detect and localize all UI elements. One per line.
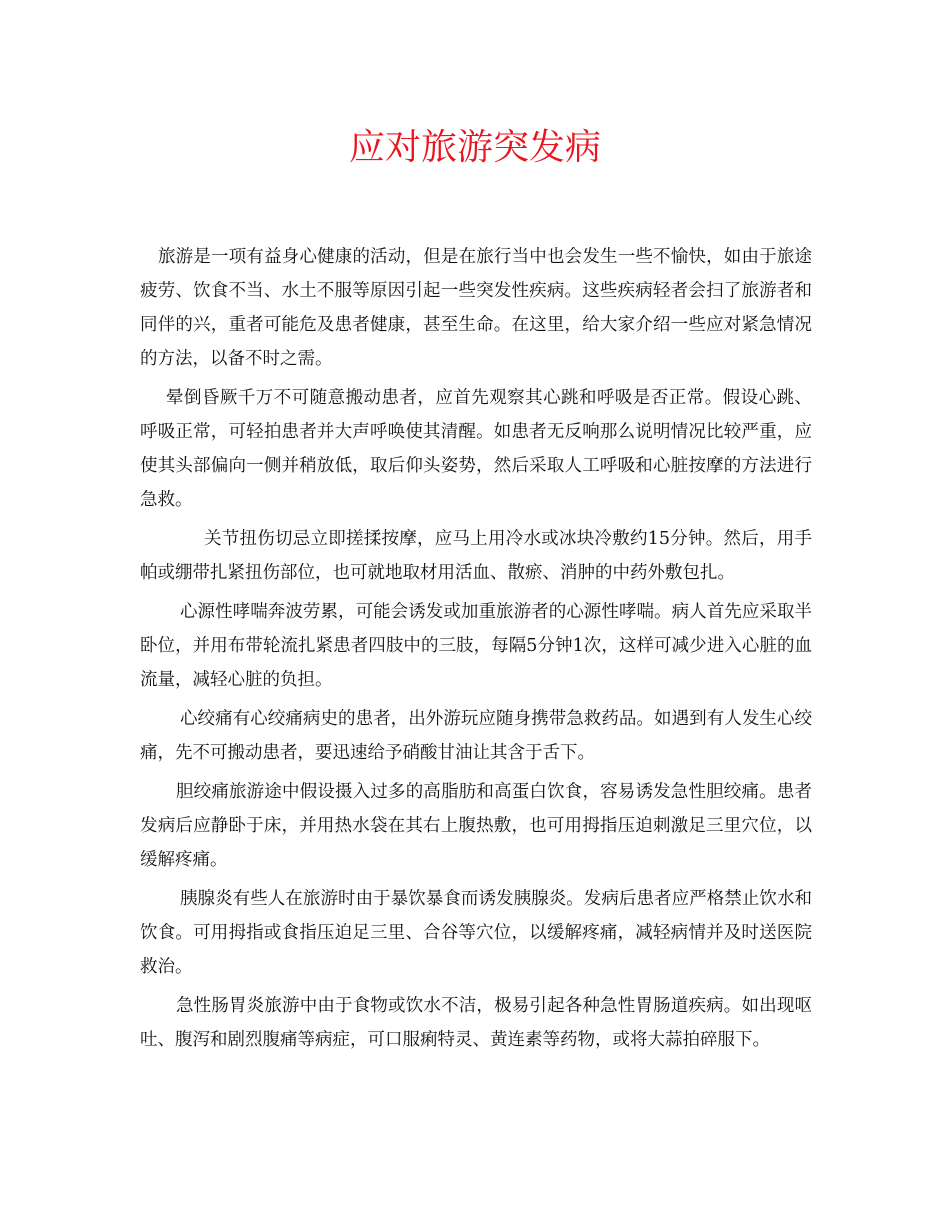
paragraph-biliary-colic: 胆绞痛旅游途中假设摄入过多的高脂肪和高蛋白饮食，容易诱发急性胆绞痛。患者发病后应静卧于床，并用热水袋在其右上腹热敷，也可用拇指压迫刺激足三里穴位，以缓解疼痛。 (140, 782, 812, 870)
paragraph-gastroenteritis: 急性肠胃炎旅游中由于食物或饮水不洁，极易引起各种急性胃肠道疾病。如出现呕吐、腹泻和剧烈腹痛等病症，可口服痢特灵、黄连素等药物，或将大蒜拍碎服下。 (140, 996, 812, 1050)
paragraph-fainting: 晕倒昏厥千万不可随意搬动患者，应首先观察其心跳和呼吸是否正常。假设心跳、呼吸正常，可轻拍患者并大声呼唤使其清醒。如患者无反响那么说明情况比较严重，应使其头部偏向一侧并稍放低，取后仰头姿势，然后采取人工呼吸和心脏按摩的方法进行急救。 (140, 388, 812, 510)
document-body (140, 240, 812, 1062)
paragraph-sprain: 关节扭伤切忌立即搓揉按摩，应马上用冷水或冰块冷敷约15分钟。然后，用手帕或绷带扎紧扭伤部位，也可就地取材用活血、散瘀、消肿的中药外敷包扎。 (140, 529, 812, 583)
paragraph-cardiac-asthma: 心源性哮喘奔波劳累，可能会诱发或加重旅游者的心源性哮喘。病人首先应采取半卧位，并用布带轮流扎紧患者四肢中的三肢，每隔5分钟1次，这样可减少进入心脏的血流量，减轻心脏的负担。 (140, 602, 812, 690)
paragraph-intro: 旅游是一项有益身心健康的活动，但是在旅行当中也会发生一些不愉快，如由于旅途疲劳、饮食不当、水土不服等原因引起一些突发性疾病。这些疾病轻者会扫了旅游者和同伴的兴，重者可能危及患者健康，甚至生命。在这里，给大家介绍一些应对紧急情况的方法，以备不时之需。 (140, 247, 812, 369)
paragraph-angina: 心绞痛有心绞痛病史的患者，出外游玩应随身携带急救药品。如遇到有人发生心绞痛，先不可搬动患者，要迅速给予硝酸甘油让其含于舌下。 (140, 709, 812, 763)
document-title: 应对旅游突发病 (348, 127, 601, 168)
paragraph-pancreatitis: 胰腺炎有些人在旅游时由于暴饮暴食而诱发胰腺炎。发病后患者应严格禁止饮水和饮食。可用拇指或食指压迫足三里、合谷等穴位，以缓解疼痛，减轻病情并及时送医院救治。 (140, 889, 812, 977)
